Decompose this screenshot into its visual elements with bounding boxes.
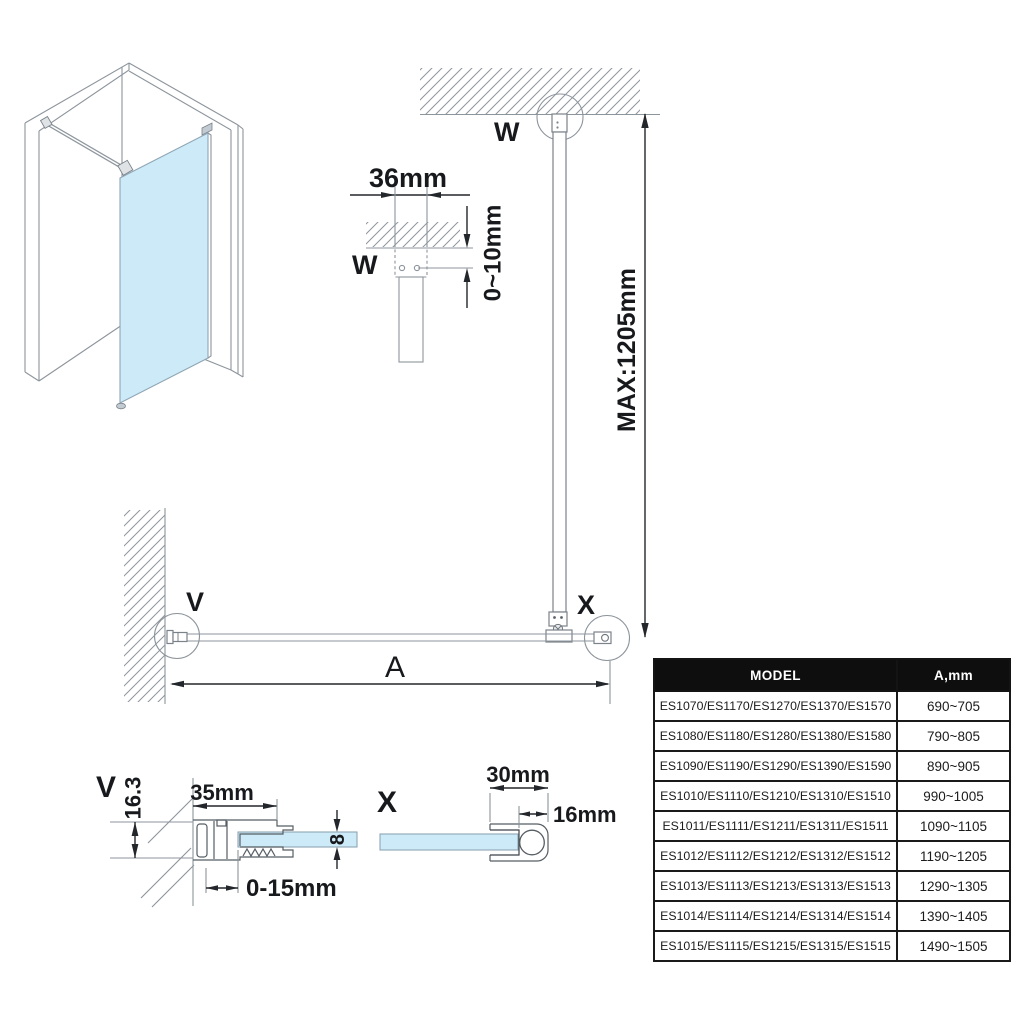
a-mm-cell: 790~805: [897, 721, 1010, 751]
end-bracket-screw: [602, 634, 609, 641]
ceiling-hatch-detail: [366, 222, 460, 247]
support-bar-iso-highlight: [48, 124, 127, 170]
dim-max-label: MAX:1205mm: [612, 268, 641, 432]
table-row: [654, 901, 1010, 931]
dim-16-3-label: 16.3: [120, 776, 146, 820]
support-bar: [553, 132, 566, 612]
wall-bracket-body: [173, 633, 187, 642]
dim-8-label: 8: [327, 833, 349, 846]
model-cell: ES1013/ES1113/ES1213/ES1313/ES1513: [654, 871, 897, 901]
a-mm-cell: 690~705: [897, 691, 1010, 721]
table-row: [654, 721, 1010, 751]
header-a-mm: A,mm: [897, 659, 1010, 691]
detail-x-section: [377, 762, 617, 861]
detail-w-letter: W: [352, 250, 378, 280]
wall-hatch: [124, 510, 165, 702]
detail-v-letter: V: [96, 771, 117, 804]
elevation-x-letter: X: [577, 590, 596, 620]
isometric-view: [25, 63, 243, 409]
a-mm-cell: 1190~1205: [897, 841, 1010, 871]
header-model: MODEL: [654, 659, 897, 691]
elevation-v-letter: V: [186, 587, 205, 617]
spring-serration: [243, 849, 275, 856]
table-row: [654, 841, 1010, 871]
model-cell: ES1070/ES1170/ES1270/ES1370/ES1570: [654, 691, 897, 721]
elevation-w-letter: W: [494, 117, 520, 147]
table-row: [654, 931, 1010, 961]
a-mm-cell: 1290~1305: [897, 871, 1010, 901]
model-cell: ES1015/ES1115/ES1215/ES1315/ES1515: [654, 931, 897, 961]
table-row: [654, 781, 1010, 811]
model-cell: ES1014/ES1114/ES1214/ES1314/ES1514: [654, 901, 897, 931]
a-mm-cell: 1390~1405: [897, 901, 1010, 931]
a-mm-cell: 890~905: [897, 751, 1010, 781]
dim-0-15mm-label: 0-15mm: [246, 875, 337, 902]
detail-x-letter: X: [377, 786, 398, 819]
ceiling-hatch: [420, 68, 640, 114]
glass-panel-edge: [187, 634, 596, 641]
model-cell: ES1090/ES1190/ES1290/ES1390/ES1590: [654, 751, 897, 781]
dim-30mm-label: 30mm: [486, 762, 550, 787]
bar-cross-section: [520, 830, 545, 855]
table-row: [654, 871, 1010, 901]
model-cell: ES1011/ES1111/ES1211/ES1311/ES1511: [654, 811, 897, 841]
a-mm-cell: 1090~1105: [897, 811, 1010, 841]
model-cell: ES1080/ES1180/ES1280/ES1380/ES1580: [654, 721, 897, 751]
glass-panel-section-x: [380, 834, 518, 850]
table-row: [654, 811, 1010, 841]
bottom-foot-fitting: [117, 403, 126, 409]
table-row: [654, 691, 1010, 721]
model-cell: ES1012/ES1112/ES1212/ES1312/ES1512: [654, 841, 897, 871]
dim-36mm-label: 36mm: [368, 163, 448, 193]
model-table: [653, 658, 1009, 962]
detail-v-section: [96, 771, 357, 907]
ceiling-bracket-hidden: [395, 248, 427, 277]
a-mm-cell: 1490~1505: [897, 931, 1010, 961]
detail-w-callout: [350, 163, 506, 362]
support-bar-detail-w: [399, 277, 423, 362]
dim-35mm-label: 35mm: [190, 780, 254, 805]
dim-0-10mm-label: 0~10mm: [479, 204, 507, 302]
model-cell: ES1010/ES1110/ES1210/ES1310/ES1510: [654, 781, 897, 811]
glass-panel-iso: [120, 133, 208, 403]
dim-16mm-label: 16mm: [553, 802, 617, 827]
glass-clamp-foot: [546, 630, 572, 642]
dim-a-label: A: [384, 651, 406, 684]
table-row: [654, 751, 1010, 781]
ceiling-bracket: [552, 114, 567, 132]
a-mm-cell: 990~1005: [897, 781, 1010, 811]
wall-bracket-plate: [167, 631, 173, 644]
table-header-row: [654, 659, 1010, 691]
wall-section-hatch: [141, 798, 194, 907]
